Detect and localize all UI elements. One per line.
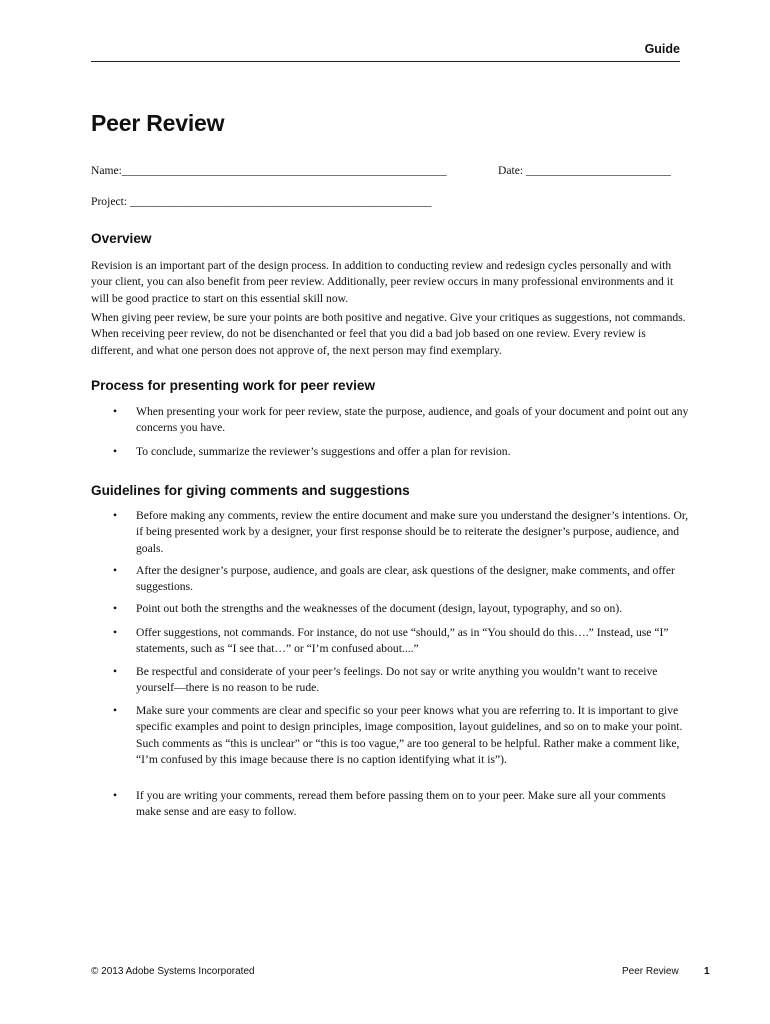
list-item: [91, 508, 691, 557]
list-item: [91, 444, 691, 460]
list-item: [91, 664, 691, 697]
overview-heading: Overview: [91, 231, 152, 246]
name-field: Name:________________________________________________________: [91, 164, 447, 177]
list-item: [91, 788, 691, 821]
bullet-icon: •: [113, 789, 118, 802]
list-item-text: To conclude, summarize the reviewer’s suggestions and offer a plan for revision.: [136, 445, 511, 458]
guidelines-heading: Guidelines for giving comments and suggestions: [91, 483, 410, 498]
bullet-icon: •: [113, 665, 118, 678]
footer-copyright: © 2013 Adobe Systems Incorporated: [91, 966, 255, 977]
project-field: Project: ____________________________________________________: [91, 195, 432, 208]
list-item-text: If you are writing your comments, reread them before passing them on to your peer. Make sure all your comments make sense and are easy to follow.: [136, 789, 666, 819]
list-item: [91, 601, 691, 617]
list-item-text: Point out both the strengths and the weaknesses of the document (design, layout, typography, and so on).: [136, 602, 623, 615]
overview-paragraph-1: Revision is an important part of the design process. In addition to conducting review and redesign cycles personally and with your client, you can also benefit from peer review. Additionally, peer review occurs in many professional environments and it will be good practice to start on this essential skill now.: [91, 259, 674, 305]
list-item: [91, 404, 691, 437]
bullet-icon: •: [113, 704, 118, 717]
process-heading: Process for presenting work for peer review: [91, 378, 376, 393]
date-field: Date: _________________________: [498, 164, 671, 177]
list-item: [91, 625, 691, 658]
list-item-text: When presenting your work for peer review, state the purpose, audience, and goals of your document and point out any concerns you have.: [136, 405, 689, 435]
list-item-text: Before making any comments, review the entire document and make sure you understand the designer’s intentions. Or, if being presented work by a designer, your first response should be to reiterate the designer’s purpose, audience, and goals.: [136, 509, 689, 555]
list-item-text: Be respectful and considerate of your peer’s feelings. Do not say or write anything you wouldn’t want to receive yourself—there is no reason to be rude.: [136, 665, 658, 695]
header-label: Guide: [644, 42, 680, 56]
footer-page-number: 1: [704, 966, 710, 977]
bullet-icon: •: [113, 445, 118, 458]
list-item: [91, 703, 691, 769]
footer-doc-title: Peer Review: [622, 966, 679, 977]
list-item-text: After the designer’s purpose, audience, and goals are clear, ask questions of the designer, make comments, and offer suggestions.: [136, 564, 675, 594]
list-item: [91, 563, 691, 596]
header-rule: [91, 61, 680, 62]
list-item-text: Offer suggestions, not commands. For instance, do not use “should,” as in “You should do this….” Instead, use “I” statements, such as “I see that…” or “I’m confused about....”: [136, 626, 669, 656]
bullet-icon: •: [113, 626, 118, 639]
page-title: Peer Review: [91, 110, 225, 136]
overview-paragraph-2: When giving peer review, be sure your points are both positive and negative. Give your critiques as suggestions, not commands. When receiving peer review, do not be disenchanted or feel that you did a bad job based on one review. Every review is different, and what one person does not approve of, the next person may find exemplary.: [91, 311, 686, 357]
list-item-text: Make sure your comments are clear and specific so your peer knows what you are referring to. It is important to give specific examples and point to design principles, image composition, layout guidelines, and so on to make your point. Such comments as “this is unclear” or “this is too vague,” are too general to be helpful. Rather make a comment like, “I’m confused by this image because there is no caption identifying what it is”).: [136, 704, 683, 767]
bullet-icon: •: [113, 564, 118, 577]
bullet-icon: •: [113, 405, 118, 418]
bullet-icon: •: [113, 602, 118, 615]
bullet-icon: •: [113, 509, 118, 522]
